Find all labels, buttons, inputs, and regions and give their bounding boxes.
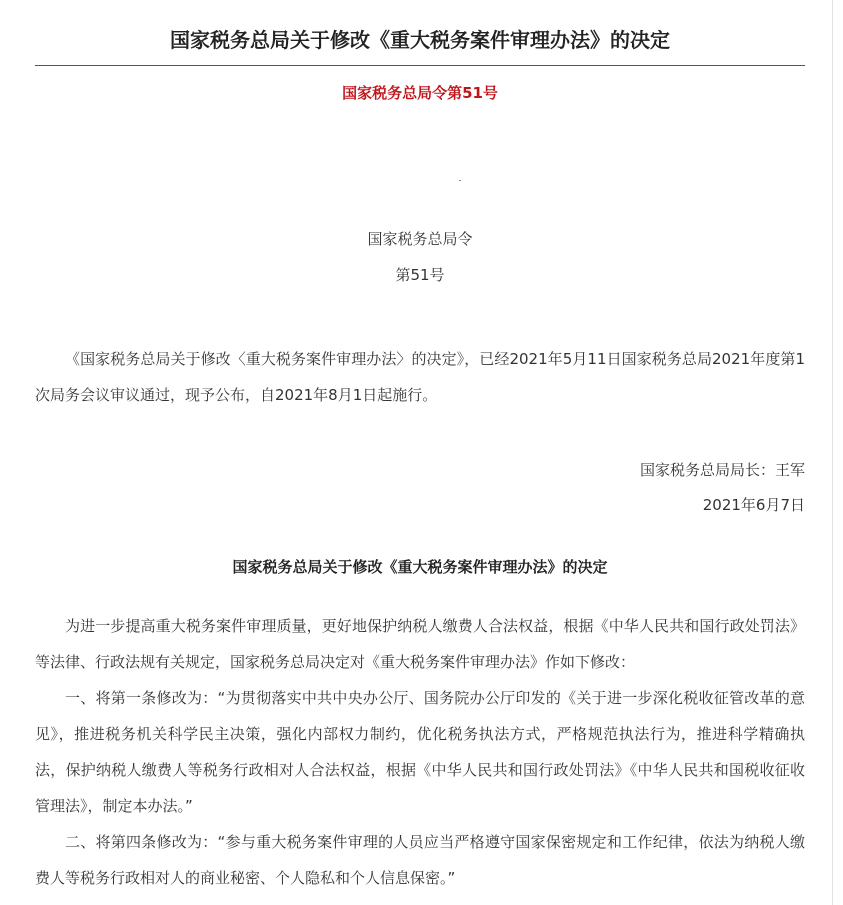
article-page [35, 0, 805, 896]
decorative-dot [459, 180, 461, 181]
page-title: 国家税务总局关于修改《重大税务案件审理办法》的决定 [170, 28, 670, 52]
body-paragraph: 一、将第一条修改为：“为贯彻落实中共中央办公厅、国务院办公厅印发的《关于进一步深化税收征管改革的意见》，推进税务机关科学民主决策，强化内部权力制约，优化税务执法方式，严格规范执法行为，推进科学精确执法，保护纳税人缴费人等税务行政相对人合法权益，根据《中华人民共和国行政处罚法》《中华人民共和国税收征收管理法》，制定本办法。” [35, 689, 805, 815]
body-paragraph: 为进一步提高重大税务案件审理质量，更好地保护纳税人缴费人合法权益，根据《中华人民共和国行政处罚法》等法律、行政法规有关规定，国家税务总局决定对《重大税务案件审理办法》作如下修改： [35, 617, 805, 671]
title-divider [35, 65, 805, 66]
decision-title: 国家税务总局关于修改《重大税务案件审理办法》的决定 [232, 558, 608, 576]
page-right-border [832, 0, 833, 905]
order-number: 国家税务总局令第51号 [342, 84, 498, 102]
document-issuer: 国家税务总局令 [367, 230, 473, 248]
issue-date: 2021年6月7日 [702, 496, 805, 514]
document-number: 第51号 [395, 266, 445, 284]
signatory: 国家税务总局局长：王军 [639, 461, 805, 479]
body-paragraph: 二、将第四条修改为：“参与重大税务案件审理的人员应当严格遵守国家保密规定和工作纪律，依法为纳税人缴费人等税务行政相对人的商业秘密、个人隐私和个人信息保密。” [35, 833, 805, 887]
intro-paragraph: 《国家税务总局关于修改〈重大税务案件审理办法〉的决定》，已经2021年5月11日国家税务总局2021年度第1次局务会议审议通过，现予公布，自2021年8月1日起施行。 [35, 350, 805, 404]
